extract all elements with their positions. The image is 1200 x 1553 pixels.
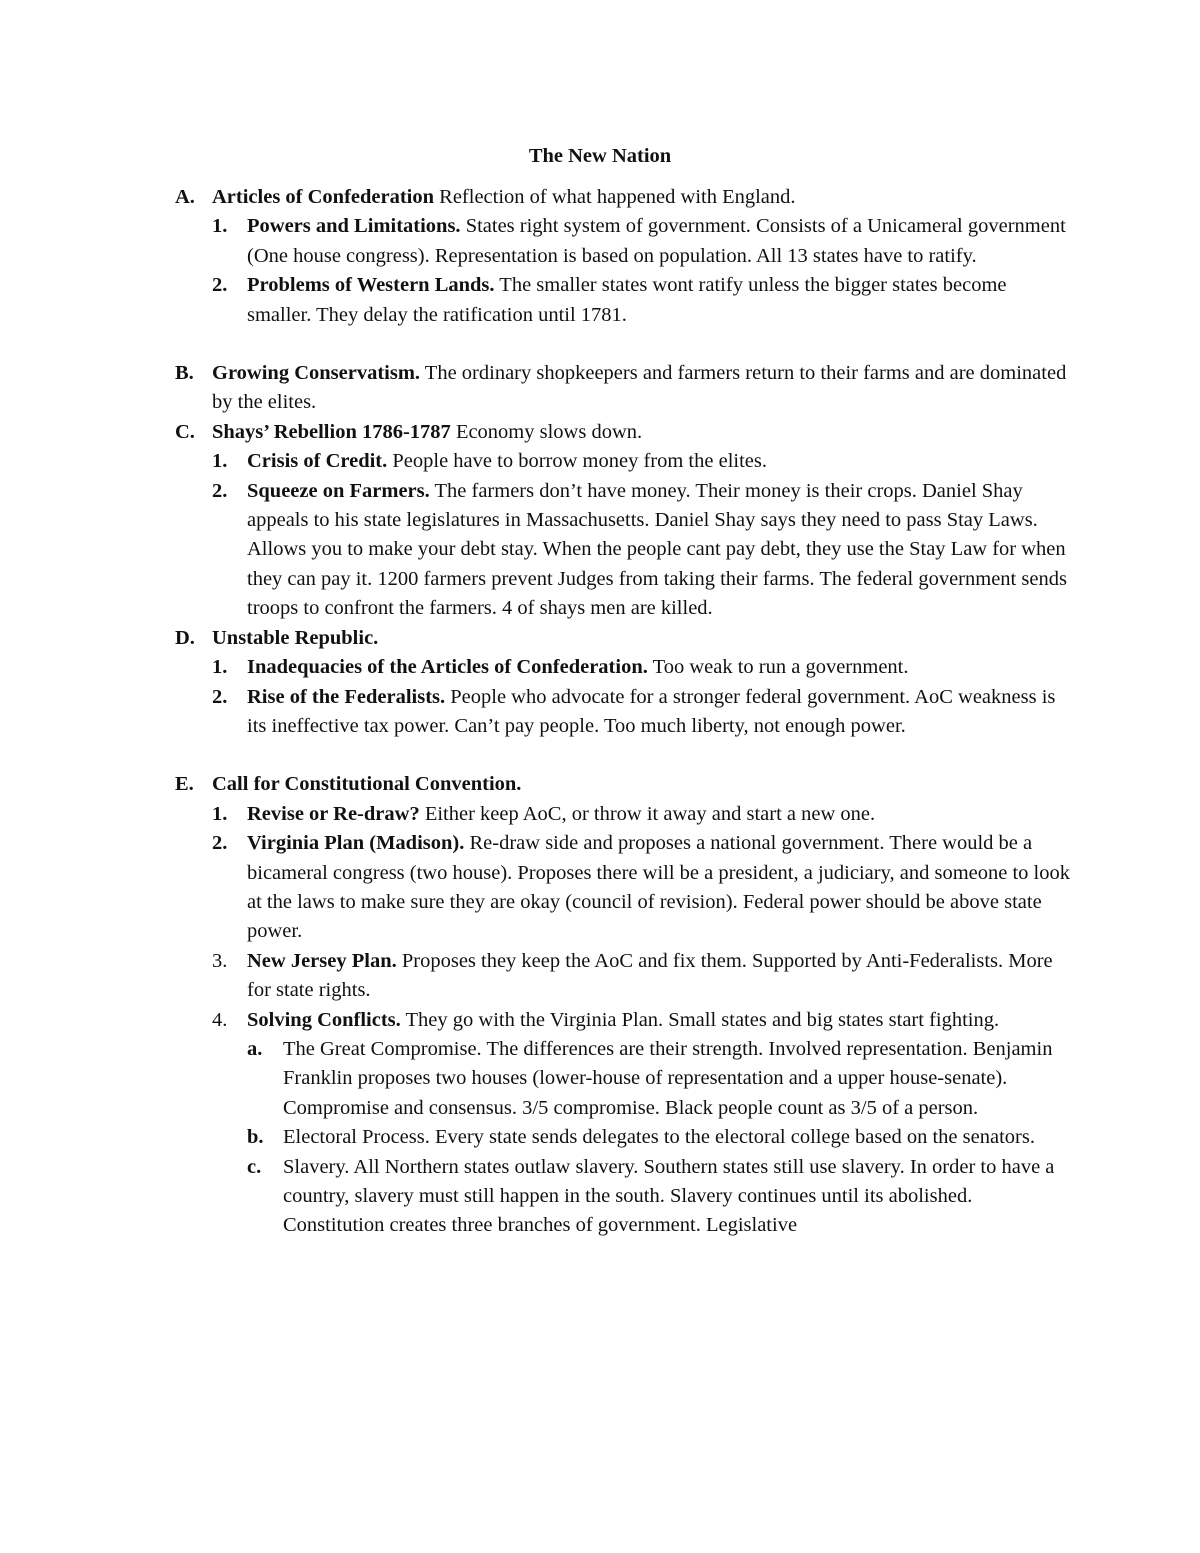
sub-item-letter: b.: [247, 1126, 264, 1149]
section-body: Economy slows down.: [450, 420, 643, 443]
item-text: [247, 800, 1070, 829]
sub-list-item: [0, 1035, 1200, 1123]
item-number: 1.: [212, 450, 228, 473]
item-text: [247, 683, 1070, 742]
section-heading: Articles of Confederation: [212, 186, 435, 208]
section-heading: Call for Constitutional Convention.: [212, 773, 522, 796]
section-text: [212, 418, 1070, 447]
item-body: People who advocate for a stronger federal government. AoC weakness is its ineffective tax power. Can’t pay people. Too much liberty, not enough power.: [247, 685, 1056, 737]
section-text: [212, 183, 1070, 212]
section-label: A.: [175, 186, 195, 208]
item-heading: Inadequacies of the Articles of Confederation.: [247, 656, 648, 679]
item-number: 2.: [212, 832, 228, 855]
item-body: The smaller states wont ratify unless the bigger states become smaller. They delay the ratification until 1781.: [247, 274, 1007, 326]
item-heading: Problems of Western Lands.: [247, 274, 495, 297]
section-body: Reflection of what happened with England.: [434, 186, 796, 208]
section-label: E.: [175, 773, 194, 796]
list-item: [0, 947, 1200, 1006]
item-body: People have to borrow money from the elites.: [387, 450, 767, 473]
item-number: 3.: [212, 949, 228, 972]
item-text: [247, 212, 1070, 271]
item-number: 1.: [212, 656, 228, 679]
section-text: [212, 770, 1070, 799]
item-heading: Rise of the Federalists.: [247, 685, 446, 708]
section-body: The ordinary shopkeepers and farmers return to their farms and are dominated by the elites.: [212, 362, 1067, 414]
list-item: [0, 447, 1200, 476]
item-body: Re-draw side and proposes a national government. There would be a bicameral congress (two house). Proposes there will be a president, a judiciary, and someone to look at the laws to make sure they are okay (council of revision). Federal power should be above state power.: [247, 832, 1070, 943]
item-heading: Revise or Re-draw?: [247, 802, 420, 825]
item-body: Too weak to run a government.: [647, 656, 909, 679]
item-heading: Crisis of Credit.: [247, 450, 388, 473]
section-a: [0, 183, 1200, 212]
list-item: [0, 212, 1200, 271]
item-number: 4.: [212, 1008, 228, 1031]
section-d: [0, 624, 1200, 653]
sub-item-letter: a.: [247, 1037, 263, 1060]
item-heading: Squeeze on Farmers.: [247, 479, 430, 502]
item-body: The farmers don’t have money. Their money is their crops. Daniel Shay appeals to his state legislatures in Massachusetts. Daniel Shay says they need to pass Stay Laws. Allows you to make your debt stay. When the people cant pay debt, they use the Stay Law for when they can pay it. 1200 farmers prevent Judges from taking their farms. The federal government sends troops to confront the farmers. 4 of shays men are killed.: [247, 479, 1067, 620]
item-text: [247, 653, 1070, 682]
list-item: [0, 271, 1200, 330]
list-item: [0, 683, 1200, 742]
item-heading: Powers and Limitations.: [247, 215, 461, 238]
sub-list-item: [0, 1153, 1200, 1241]
item-number: 2.: [212, 274, 228, 297]
list-item: [0, 653, 1200, 682]
item-text: [247, 829, 1070, 947]
item-number: 2.: [212, 479, 228, 502]
sub-item-text: Electoral Process. Every state sends delegates to the electoral college based on the senators.: [283, 1126, 1035, 1149]
item-body: Proposes they keep the AoC and fix them. Supported by Anti-Federalists. More for state rights.: [247, 949, 1053, 1002]
item-body: They go with the Virginia Plan. Small states and big states start fighting.: [400, 1008, 1000, 1031]
section-label: D.: [175, 626, 195, 649]
section-e: [0, 770, 1200, 799]
sub-item-text: Slavery. All Northern states outlaw slavery. Southern states still use slavery. In order to have a country, slavery must still happen in the south. Slavery continues until its abolished. Constitution creates three branches of government. Legislative: [283, 1155, 1055, 1237]
sub-item-text: The Great Compromise. The differences are their strength. Involved representation. Benjamin Franklin proposes two houses (lower-house of representation and a upper house-senate). Compromise and consensus. 3/5 compromise. Black people count as 3/5 of a person.: [283, 1037, 1053, 1119]
section-heading: Unstable Republic.: [212, 626, 379, 649]
sub-item-letter: c.: [247, 1155, 262, 1178]
item-number: 2.: [212, 685, 228, 708]
item-body: States right system of government. Consists of a Unicameral government (One house congress). Representation is based on population. All 13 states have to ratify.: [247, 215, 1066, 267]
section-label: B.: [175, 362, 194, 385]
blank-line: [0, 330, 1200, 359]
outline: [0, 183, 1200, 1241]
item-text: [247, 947, 1070, 1006]
item-heading: Virginia Plan (Madison).: [247, 832, 465, 855]
section-heading: Shays’ Rebellion 1786-1787: [212, 420, 451, 443]
page-title: The New Nation: [528, 145, 672, 167]
item-text: [247, 447, 1070, 476]
list-item: [0, 1006, 1200, 1035]
section-heading: Growing Conservatism.: [212, 362, 421, 385]
list-item: [0, 800, 1200, 829]
section-label: C.: [175, 420, 195, 443]
item-text: [247, 271, 1070, 330]
section-text: [212, 359, 1070, 418]
item-number: 1.: [212, 802, 228, 825]
item-body: Either keep AoC, or throw it away and start a new one.: [419, 802, 876, 825]
item-text: [247, 477, 1070, 624]
list-item: [0, 829, 1200, 947]
item-text: [247, 1006, 1070, 1035]
item-heading: New Jersey Plan.: [247, 949, 397, 972]
section-c: [0, 418, 1200, 447]
item-number: 1.: [212, 215, 228, 238]
blank-line: [0, 741, 1200, 770]
list-item: [0, 477, 1200, 624]
item-heading: Solving Conflicts.: [247, 1008, 401, 1031]
section-text: [212, 624, 1070, 653]
sub-list-item: [0, 1123, 1200, 1152]
section-b: [0, 359, 1200, 418]
